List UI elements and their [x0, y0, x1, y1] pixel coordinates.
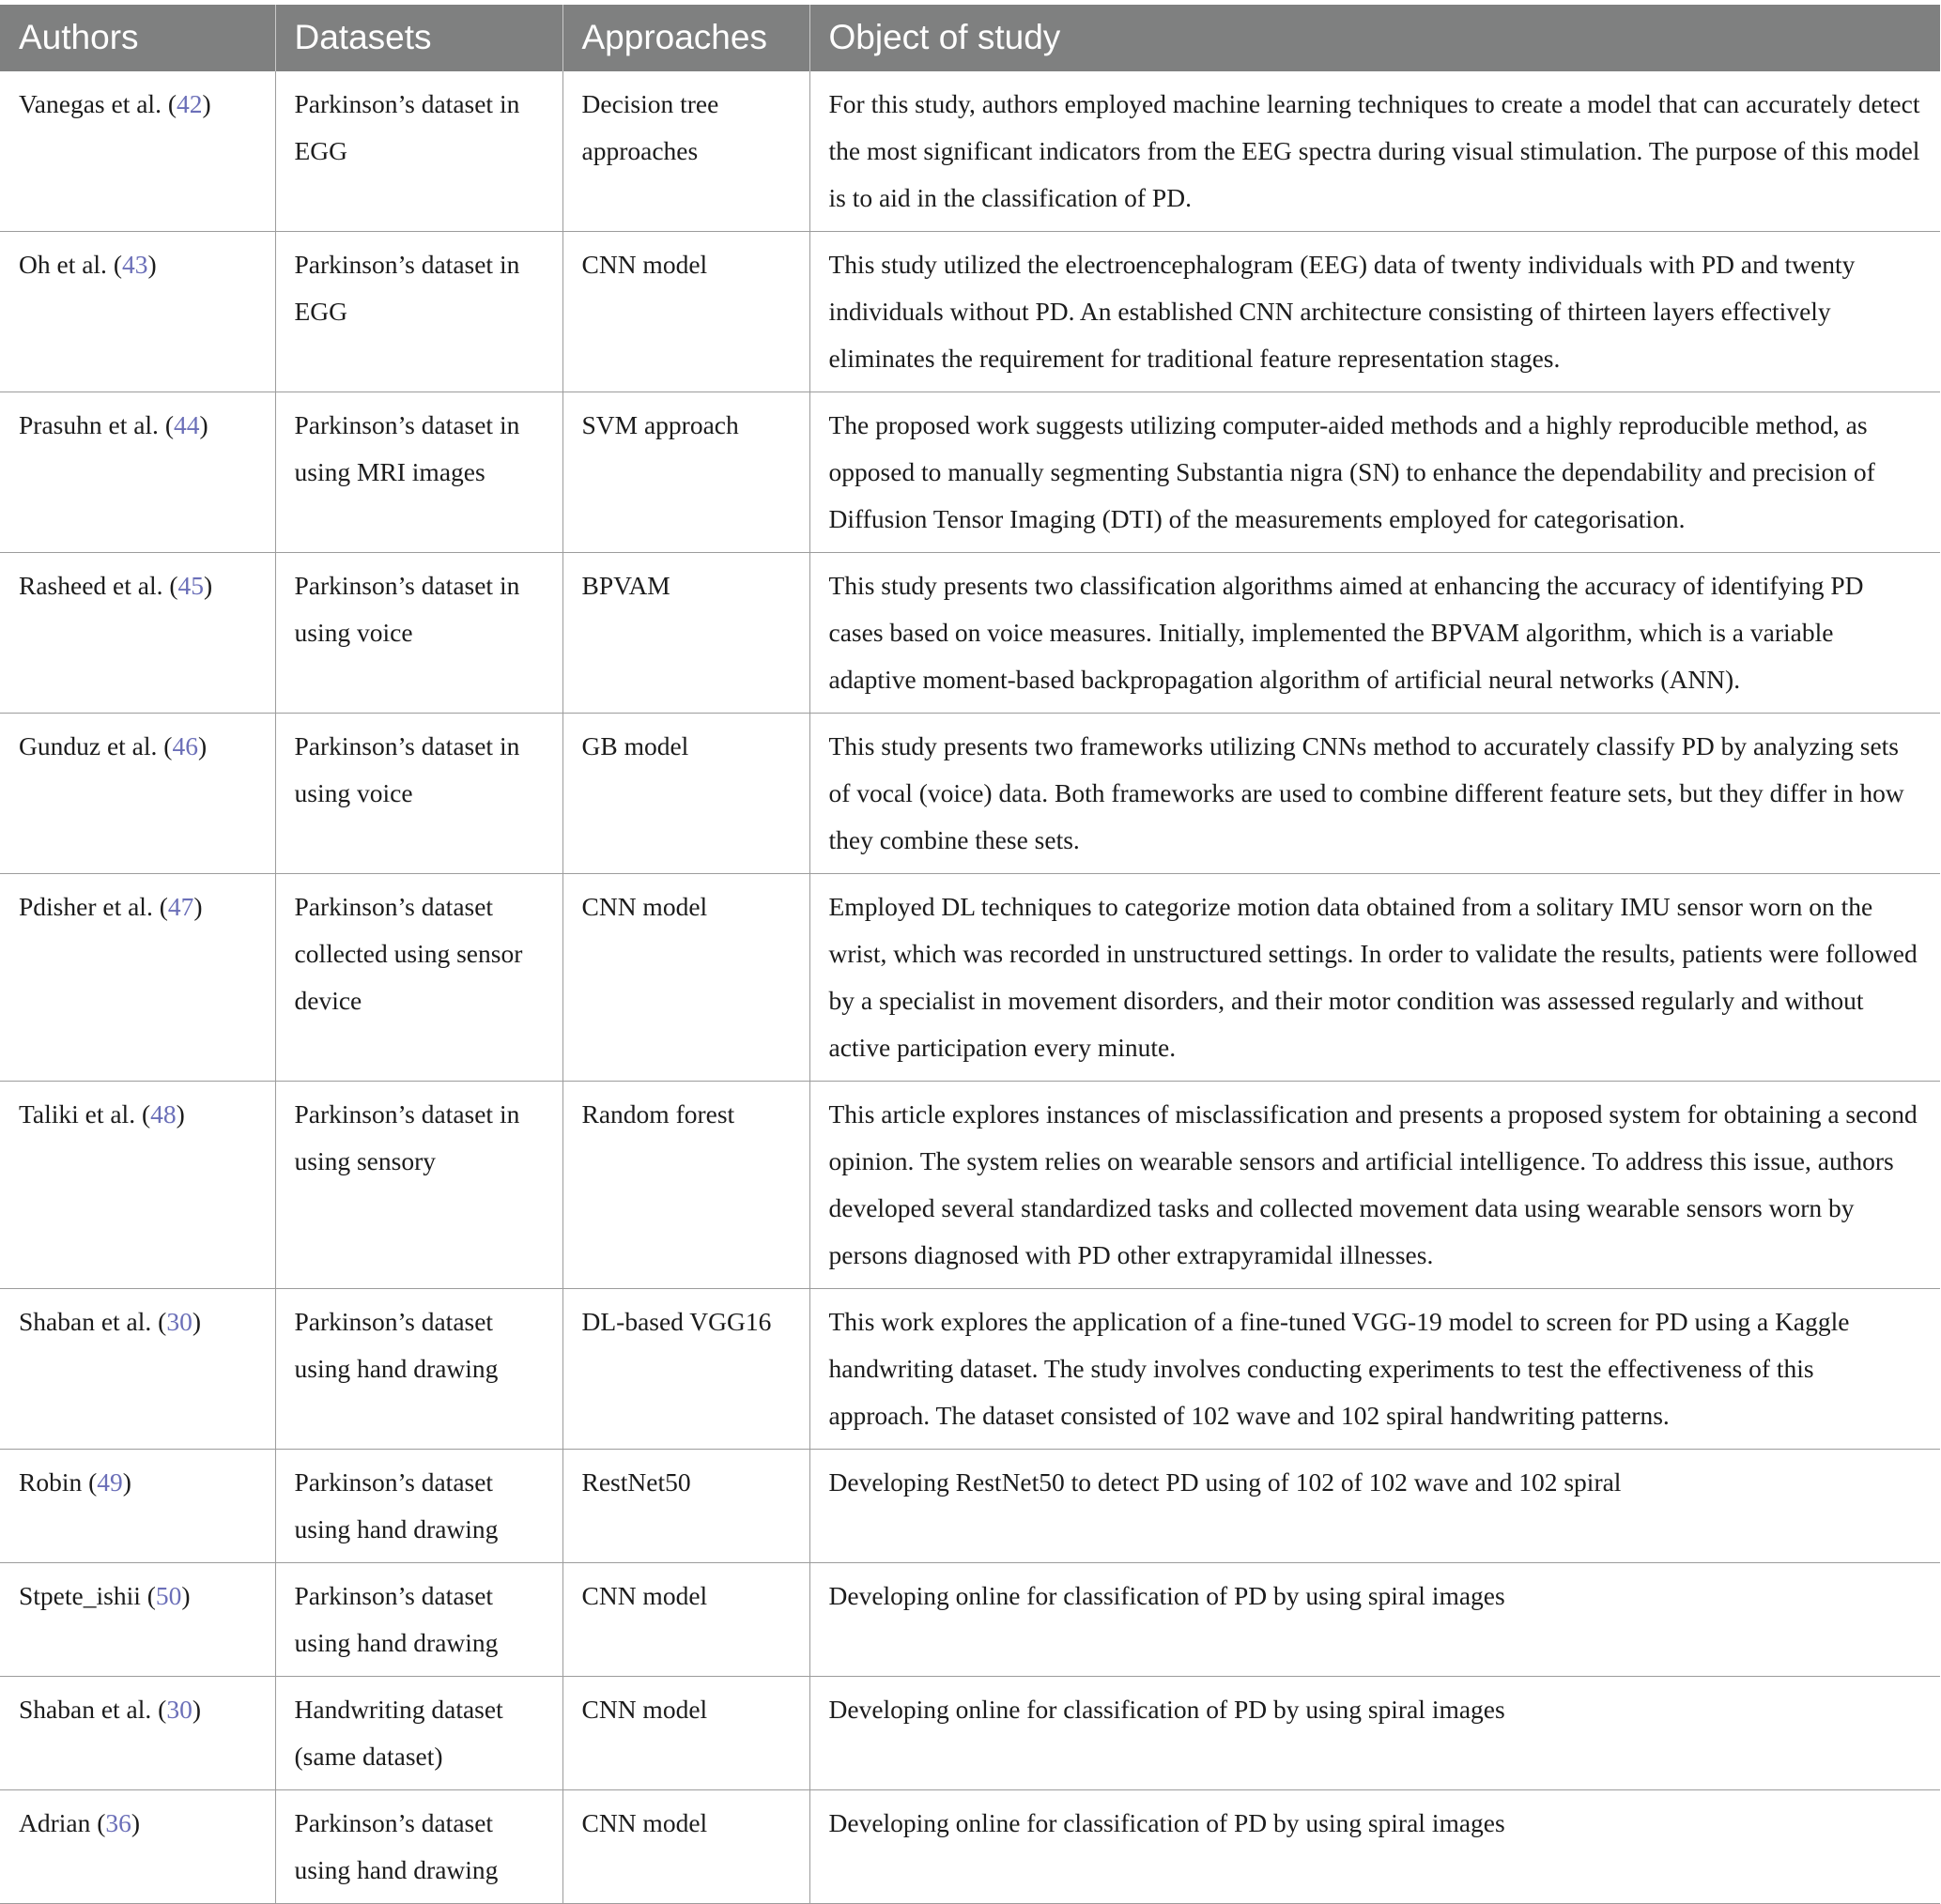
author-name: Vanegas et al. [19, 88, 162, 118]
reference-link[interactable]: 42 [177, 88, 203, 118]
author-name: Gunduz et al. [19, 730, 158, 760]
cell-author: Prasuhn et al. (44) [0, 392, 275, 552]
table-row [0, 1081, 1940, 1288]
reference-link[interactable]: 43 [121, 249, 148, 279]
cell-author: Oh et al. (43) [0, 231, 275, 392]
cell-object-of-study: This study presents two frameworks utilizing CNNs method to accurately classify PD by analyzing sets of vocal (voice) data. Both frameworks are used to combine different feature sets, but they differ in how they combine these sets. [809, 713, 1940, 873]
reference-link[interactable]: 30 [166, 1694, 193, 1724]
cell-author: Pdisher et al. (47) [0, 873, 275, 1081]
header-authors: Authors [0, 3, 275, 71]
reference-link[interactable]: 48 [150, 1098, 177, 1129]
author-name: Robin [19, 1466, 83, 1497]
cell-dataset: Parkinson’s dataset in using voice [275, 713, 562, 873]
reference-link[interactable]: 36 [105, 1807, 131, 1837]
cell-approach: CNN model [562, 1789, 809, 1903]
table-row [0, 71, 1940, 232]
cell-author: Adrian (36) [0, 1789, 275, 1903]
header-object-of-study: Object of study [809, 3, 1940, 71]
cell-object-of-study: Employed DL techniques to categorize motion data obtained from a solitary IMU sensor worn on the wrist, which was recorded in unstructured settings. In order to validate the results, patients were followed by a specialist in movement disorders, and their motor condition was assessed regularly and without active participation every minute. [809, 873, 1940, 1081]
cell-dataset: Parkinson’s dataset collected using sensor device [275, 873, 562, 1081]
table-row [0, 1789, 1940, 1903]
reference-link[interactable]: 46 [172, 730, 198, 760]
cell-approach: CNN model [562, 231, 809, 392]
cell-approach: Decision tree approaches [562, 71, 809, 232]
cell-approach: Random forest [562, 1081, 809, 1288]
cell-author: Shaban et al. (30) [0, 1676, 275, 1789]
cell-approach: CNN model [562, 1562, 809, 1676]
author-name: Pdisher et al. [19, 891, 153, 921]
table-header-row [0, 3, 1940, 71]
cell-approach: BPVAM [562, 552, 809, 713]
cell-approach: SVM approach [562, 392, 809, 552]
table-row [0, 713, 1940, 873]
table-row [0, 392, 1940, 552]
cell-object-of-study: Developing online for classification of PD by using spiral images [809, 1562, 1940, 1676]
cell-object-of-study: The proposed work suggests utilizing computer-aided methods and a highly reproducible method, as opposed to manually segmenting Substantia nigra (SN) to enhance the dependability and precision of Diffusion Tensor Imaging (DTI) of the measurements employed for categorisation. [809, 392, 1940, 552]
author-name: Oh et al. [19, 249, 107, 279]
table-row [0, 1449, 1940, 1562]
cell-author: Robin (49) [0, 1449, 275, 1562]
author-name: Shaban et al. [19, 1694, 152, 1724]
table-body [0, 71, 1940, 1904]
table-row [0, 231, 1940, 392]
cell-dataset: Parkinson’s dataset using hand drawing [275, 1288, 562, 1449]
table-row [0, 1288, 1940, 1449]
cell-dataset: Handwriting dataset (same dataset) [275, 1676, 562, 1789]
cell-author: Rasheed et al. (45) [0, 552, 275, 713]
author-name: Prasuhn et al. [19, 409, 159, 439]
cell-object-of-study: Developing online for classification of PD by using spiral images [809, 1789, 1940, 1903]
cell-object-of-study: Developing RestNet50 to detect PD using of 102 of 102 wave and 102 spiral [809, 1449, 1940, 1562]
table-row [0, 1562, 1940, 1676]
cell-approach: CNN model [562, 873, 809, 1081]
table-row [0, 1676, 1940, 1789]
reference-link[interactable]: 50 [155, 1580, 182, 1610]
cell-object-of-study: This work explores the application of a fine-tuned VGG-19 model to screen for PD using a Kaggle handwriting dataset. The study involves conducting experiments to test the effectiveness of this approach. The dataset consisted of 102 wave and 102 spiral handwriting patterns. [809, 1288, 1940, 1449]
header-approaches: Approaches [562, 3, 809, 71]
cell-dataset: Parkinson’s dataset using hand drawing [275, 1789, 562, 1903]
reference-link[interactable]: 44 [173, 409, 200, 439]
cell-object-of-study: For this study, authors employed machine learning techniques to create a model that can accurately detect the most significant indicators from the EEG spectra during visual stimulation. The purpose of this model is to aid in the classification of PD. [809, 71, 1940, 232]
author-name: Shaban et al. [19, 1306, 152, 1336]
cell-author: Stpete_ishii (50) [0, 1562, 275, 1676]
cell-author: Taliki et al. (48) [0, 1081, 275, 1288]
cell-approach: DL-based VGG16 [562, 1288, 809, 1449]
cell-object-of-study: This study presents two classification algorithms aimed at enhancing the accuracy of identifying PD cases based on voice measures. Initially, implemented the BPVAM algorithm, which is a variable adaptive moment-based backpropagation algorithm of artificial neural networks (ANN). [809, 552, 1940, 713]
reference-link[interactable]: 30 [166, 1306, 193, 1336]
reference-link[interactable]: 45 [177, 570, 205, 600]
cell-object-of-study: Developing online for classification of PD by using spiral images [809, 1676, 1940, 1789]
author-name: Rasheed et al. [19, 570, 163, 600]
cell-dataset: Parkinson’s dataset in using sensory [275, 1081, 562, 1288]
cell-dataset: Parkinson’s dataset in EGG [275, 71, 562, 232]
cell-approach: RestNet50 [562, 1449, 809, 1562]
cell-author: Gunduz et al. (46) [0, 713, 275, 873]
author-name: Taliki et al. [19, 1098, 136, 1129]
cell-approach: GB model [562, 713, 809, 873]
cell-object-of-study: This article explores instances of misclassification and presents a proposed system for obtaining a second opinion. The system relies on wearable sensors and artificial intelligence. To address this issue, authors developed several standardized tasks and collected movement data using wearable sensors worn by persons diagnosed with PD other extrapyramidal illnesses. [809, 1081, 1940, 1288]
table-row [0, 552, 1940, 713]
cell-author: Shaban et al. (30) [0, 1288, 275, 1449]
cell-author: Vanegas et al. (42) [0, 71, 275, 232]
cell-dataset: Parkinson’s dataset using hand drawing [275, 1449, 562, 1562]
author-name: Adrian [19, 1807, 91, 1837]
header-datasets: Datasets [275, 3, 562, 71]
cell-object-of-study: This study utilized the electroencephalogram (EEG) data of twenty individuals with PD and twenty individuals without PD. An established CNN architecture consisting of thirteen layers effectively eliminates the requirement for traditional feature representation stages. [809, 231, 1940, 392]
cell-dataset: Parkinson’s dataset in using MRI images [275, 392, 562, 552]
reference-link[interactable]: 47 [167, 891, 194, 921]
table-row [0, 873, 1940, 1081]
cell-dataset: Parkinson’s dataset in using voice [275, 552, 562, 713]
author-name: Stpete_ishii [19, 1580, 141, 1610]
cell-approach: CNN model [562, 1676, 809, 1789]
reference-link[interactable]: 49 [97, 1466, 123, 1497]
cell-dataset: Parkinson’s dataset using hand drawing [275, 1562, 562, 1676]
cell-dataset: Parkinson’s dataset in EGG [275, 231, 562, 392]
